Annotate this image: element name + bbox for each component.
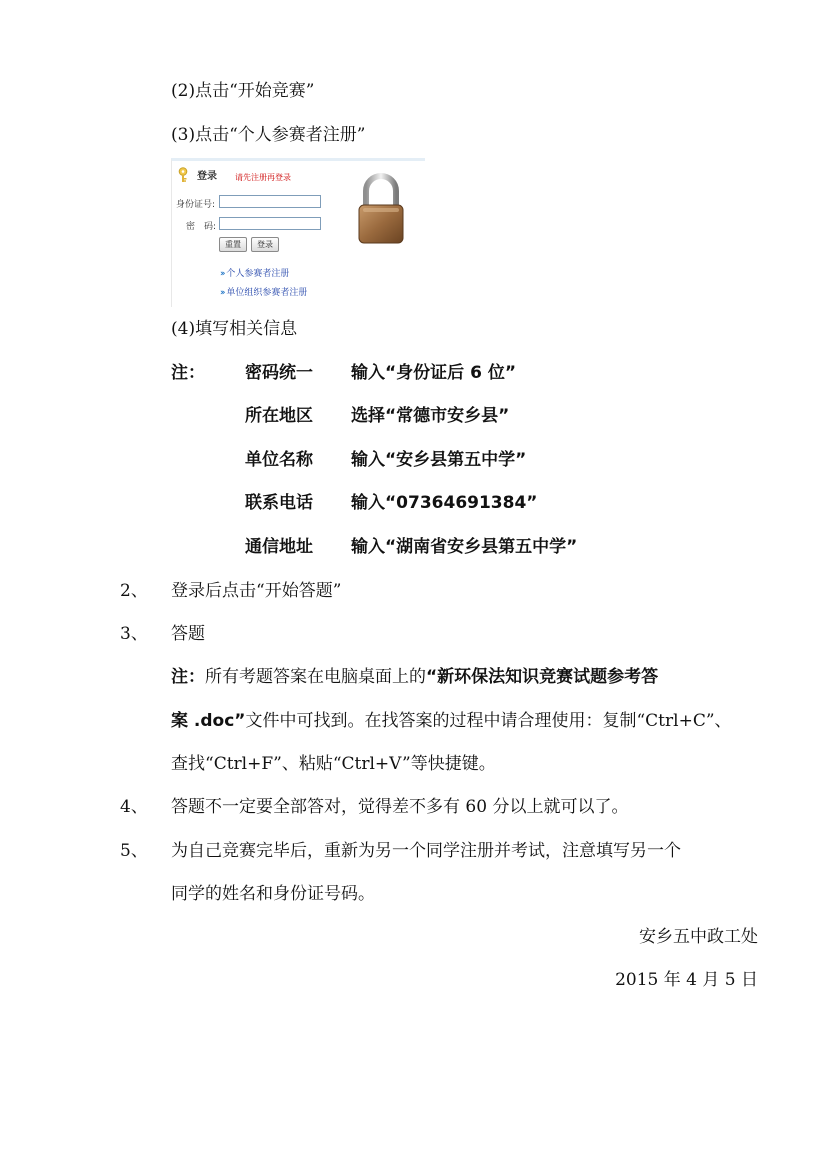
- value-region: 选择“常德市安乡县”: [351, 406, 510, 426]
- signature-date: 2015 年 4 月 5 日: [615, 970, 758, 990]
- reset-button[interactable]: 重置: [219, 237, 247, 252]
- double-arrow-icon: ››: [220, 288, 224, 298]
- password-input[interactable]: [219, 217, 321, 230]
- item-4-number: 4、: [120, 797, 148, 817]
- item-3-number: 3、: [120, 624, 148, 644]
- login-title: 登录: [197, 171, 217, 182]
- login-screenshot: [171, 158, 425, 307]
- key-icon: [177, 167, 189, 183]
- item-4-text: 答题不一定要全部答对，觉得差不多有 60 分以上就可以了。: [171, 797, 629, 817]
- item-3-note-line1: 注：所有考题答案在电脑桌面上的“新环保法知识竞赛试题参考答: [171, 667, 659, 687]
- field-password: 密码统一: [245, 363, 313, 383]
- item-3-note-line2: 案 .doc”文件中可找到。在找答案的过程中请合理使用：复制“Ctrl+C”、: [171, 711, 732, 731]
- field-address: 通信地址: [245, 537, 313, 557]
- step-4-text: (4)填写相关信息: [171, 319, 298, 339]
- step-2-text: (2)点击“开始竞赛”: [171, 81, 315, 101]
- password-label: 密 码:: [186, 222, 217, 232]
- field-region: 所在地区: [245, 406, 313, 426]
- signature-org: 安乡五中政工处: [639, 927, 758, 947]
- link-org-register[interactable]: ›› 单位组织参赛者注册: [220, 288, 308, 298]
- double-arrow-icon: ››: [220, 269, 224, 279]
- field-phone: 联系电话: [245, 493, 313, 513]
- padlock-icon: [355, 171, 407, 247]
- note-label: 注：: [171, 363, 205, 383]
- value-password: 输入“身份证后 6 位”: [351, 363, 517, 383]
- login-hint: 请先注册再登录: [235, 173, 291, 182]
- step-3-text: (3)点击“个人参赛者注册”: [171, 125, 366, 145]
- field-unit: 单位名称: [245, 450, 313, 470]
- item-5-number: 5、: [120, 841, 148, 861]
- login-button[interactable]: 登录: [251, 237, 279, 252]
- item-5-text-line1: 为自己竞赛完毕后，重新为另一个同学注册并考试，注意填写另一个: [171, 841, 681, 861]
- value-unit: 输入“安乡县第五中学”: [351, 450, 527, 470]
- item-2-text: 登录后点击“开始答题”: [171, 581, 342, 601]
- item-2-number: 2、: [120, 581, 148, 601]
- id-input[interactable]: [219, 195, 321, 208]
- link-personal-register[interactable]: ›› 个人参赛者注册: [220, 269, 290, 279]
- value-phone: 输入“07364691384”: [351, 493, 538, 513]
- value-address: 输入“湖南省安乡县第五中学”: [351, 537, 578, 557]
- item-3-text: 答题: [171, 624, 205, 644]
- item-5-text-line2: 同学的姓名和身份证号码。: [171, 884, 375, 904]
- item-3-note-line3: 查找“Ctrl+F”、粘贴“Ctrl+V”等快捷键。: [171, 754, 496, 774]
- id-label: 身份证号:: [176, 200, 216, 210]
